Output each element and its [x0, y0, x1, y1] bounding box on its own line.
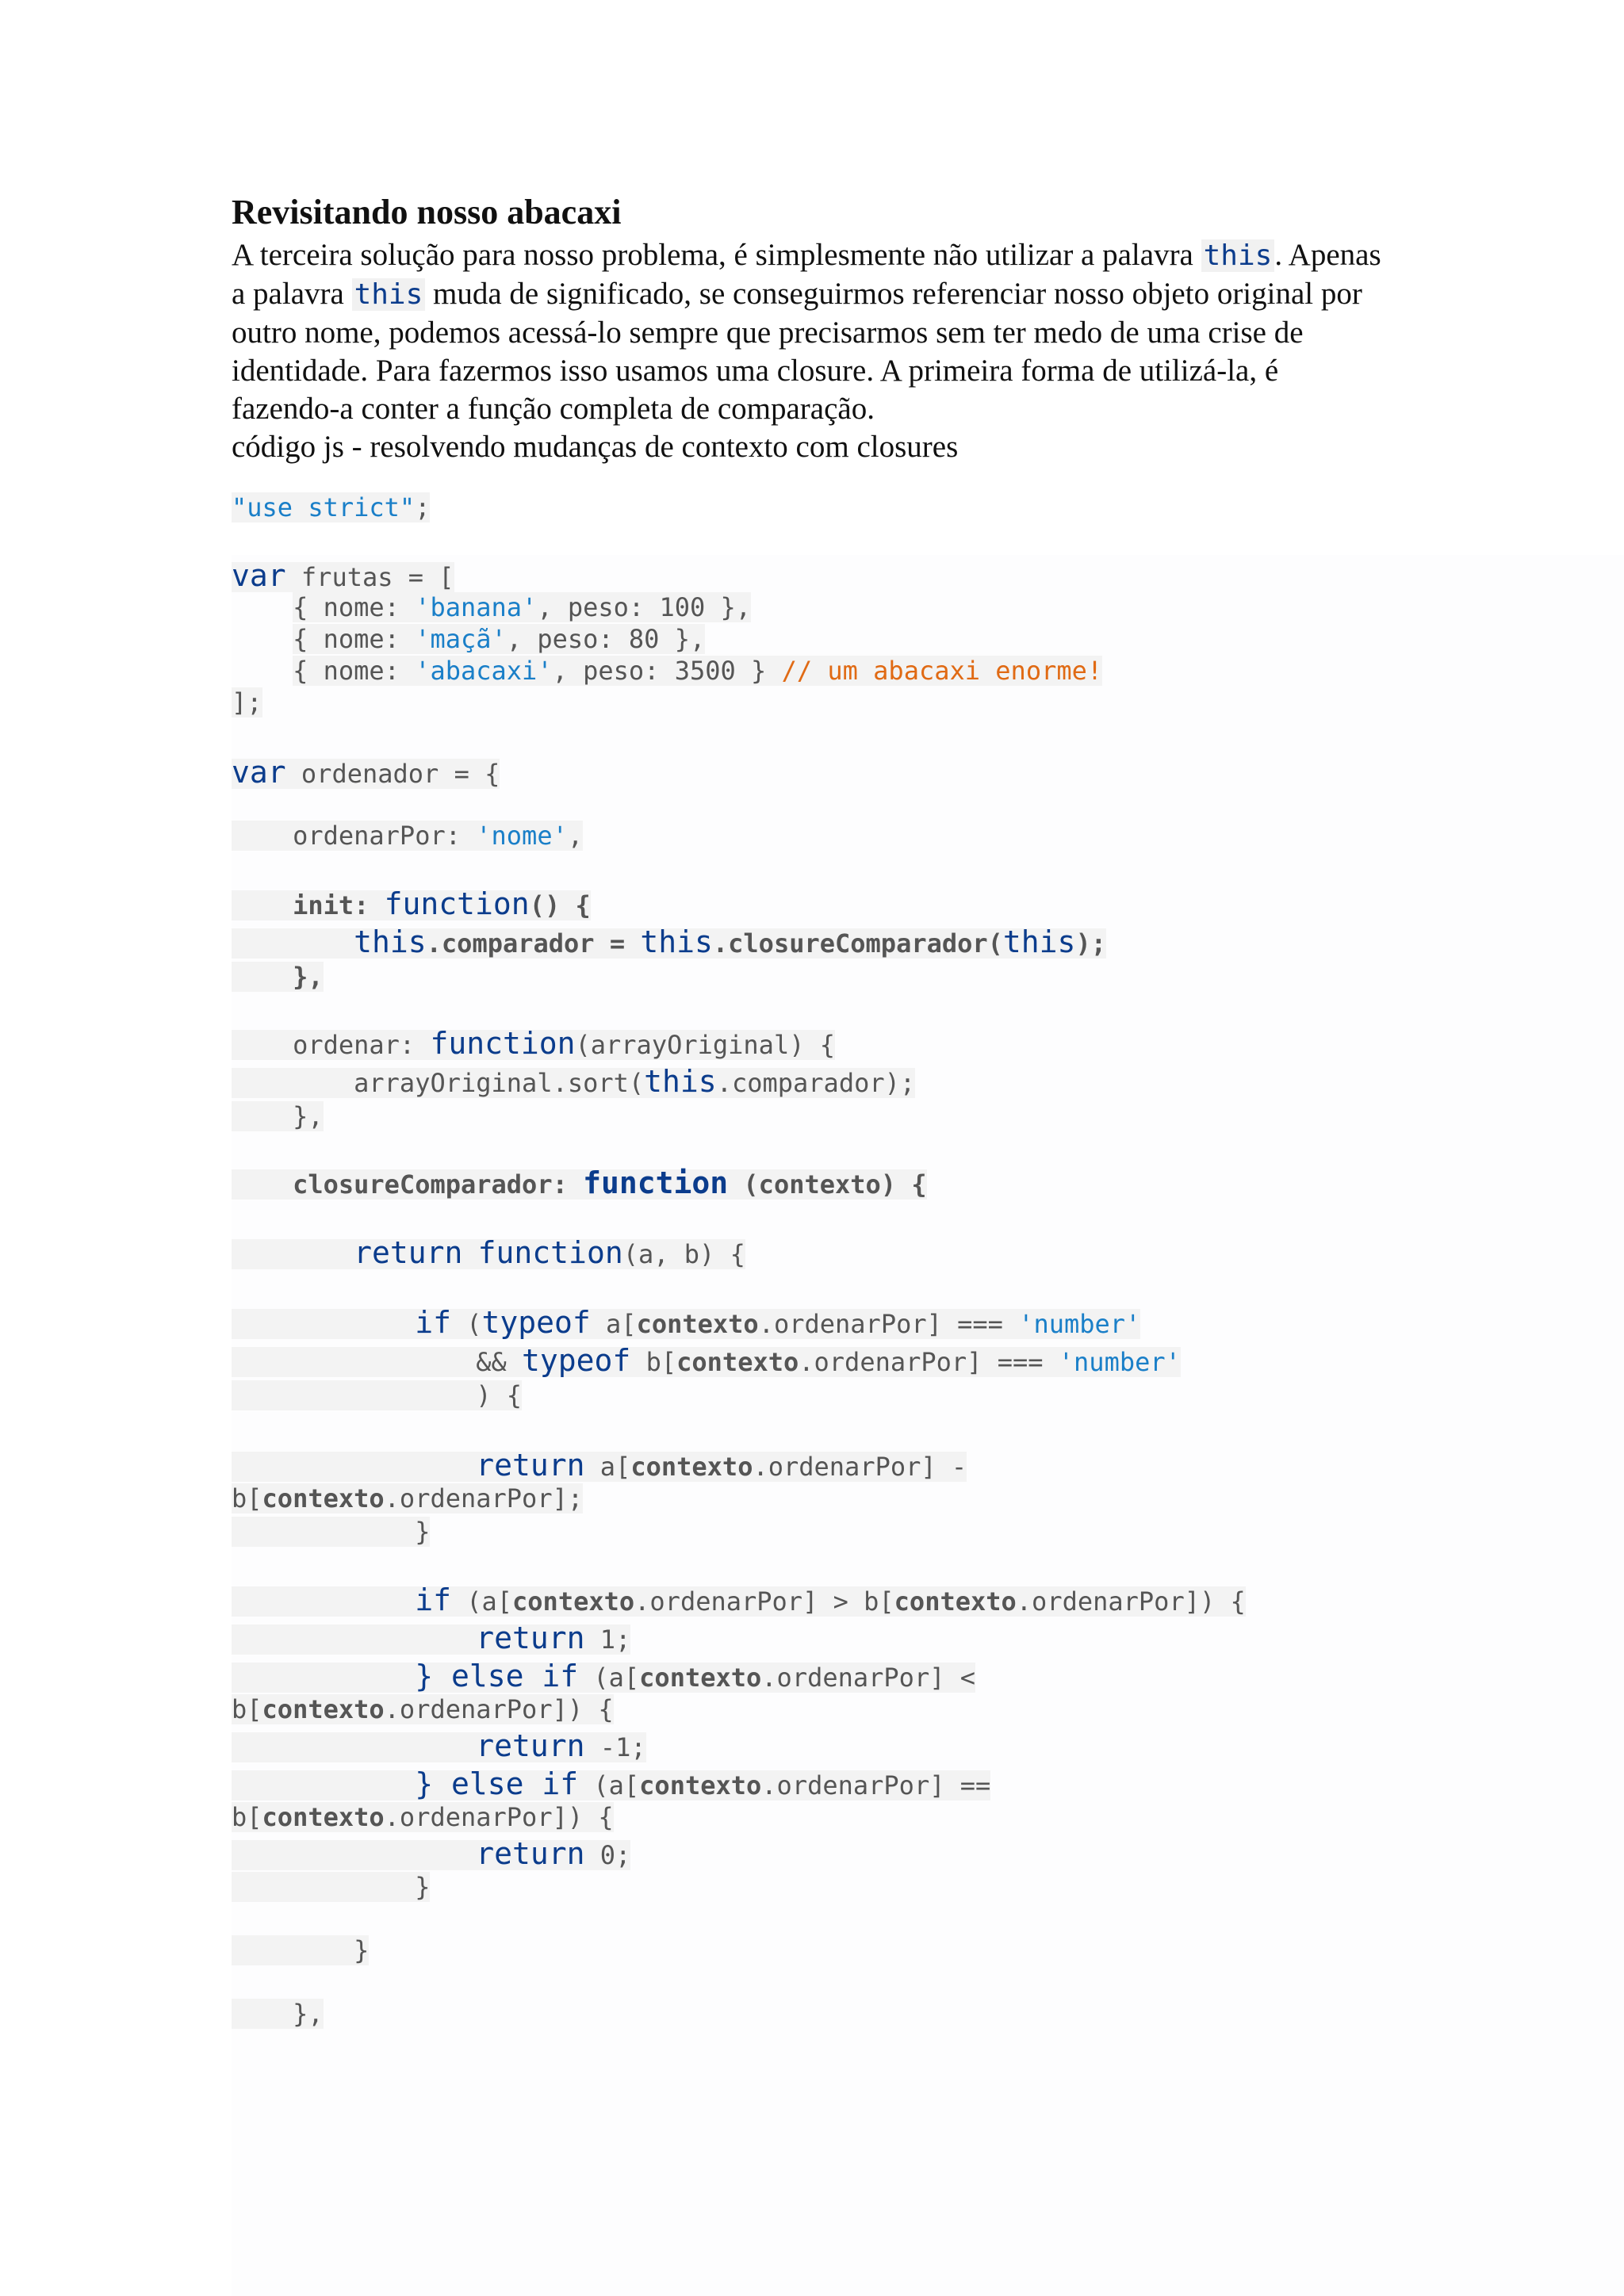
code-line: }	[232, 1934, 369, 1966]
prose-section	[232, 189, 1389, 466]
code-line: }	[232, 1871, 430, 1903]
code-line: closureComparador: function (contexto) {	[232, 1167, 927, 1199]
code-line: { nome: 'banana', peso: 100 },	[293, 592, 752, 622]
code-line: } else if (a[contexto.ordenarPor] ==	[232, 1768, 990, 1800]
inline-code-this: this	[352, 278, 426, 311]
code-line: return 0;	[232, 1838, 630, 1869]
code-line: return 1;	[232, 1622, 630, 1654]
code-line: b[contexto.ordenarPor]) {	[232, 1694, 614, 1724]
code-line: init: function() {	[232, 888, 591, 920]
code-line: return a[contexto.ordenarPor] -	[232, 1449, 967, 1481]
code-line: "use strict";	[232, 492, 431, 522]
code-line: return -1;	[232, 1730, 646, 1762]
page-shade	[232, 555, 1624, 2296]
code-line: var ordenador = {	[232, 755, 500, 790]
code-line: b[contexto.ordenarPor];	[232, 1483, 584, 1513]
doc-title: Revisitando nosso abacaxi	[232, 193, 622, 232]
code-line: },	[232, 1998, 324, 2030]
code-line: { nome: 'maçã', peso: 80 },	[293, 624, 706, 654]
code-line: arrayOriginal.sort(this.comparador);	[232, 1066, 915, 1097]
code-line: b[contexto.ordenarPor]) {	[232, 1802, 614, 1832]
code-line: ];	[232, 687, 262, 718]
code-line: ordenarPor: 'nome',	[232, 820, 583, 851]
intro-paragraph: A terceira solução para nosso problema, é simplesmente não utilizar a palavra this. Apenas a palavra this muda de significado, se conseguirmos referenciar nosso objeto original por outro nome, podemos acessá-lo sempre que precisarmos sem ter medo de uma crise de identidade. Para fazermos isso usamos uma closure. A primeira forma de utilizá-la, é fazendo-a conter a função completa de comparação.	[232, 238, 1381, 426]
code-line: if (typeof a[contexto.ordenarPor] === 'number'	[232, 1307, 1140, 1338]
code-line: { nome: 'abacaxi', peso: 3500 } // um abacaxi enorme!	[293, 656, 1103, 686]
code-line: return function(a, b) {	[232, 1237, 745, 1269]
code-line: },	[232, 961, 324, 993]
code-line: ordenar: function(arrayOriginal) {	[232, 1027, 835, 1059]
code-caption: código js - resolvendo mudanças de contexto com closures	[232, 430, 959, 464]
code-line: }	[232, 1516, 430, 1548]
code-line: },	[232, 1100, 324, 1132]
code-line: } else if (a[contexto.ordenarPor] <	[232, 1660, 975, 1692]
code-line: ) {	[232, 1380, 522, 1411]
code-line: if (a[contexto.ordenarPor] > b[contexto.ordenarPor]) {	[232, 1584, 1246, 1616]
code-line: && typeof b[contexto.ordenarPor] === 'number'	[232, 1345, 1181, 1376]
code-line: var frutas = [	[232, 558, 454, 593]
code-line: this.comparador = this.closureComparador(this);	[232, 926, 1106, 958]
inline-code-this: this	[1201, 239, 1275, 272]
